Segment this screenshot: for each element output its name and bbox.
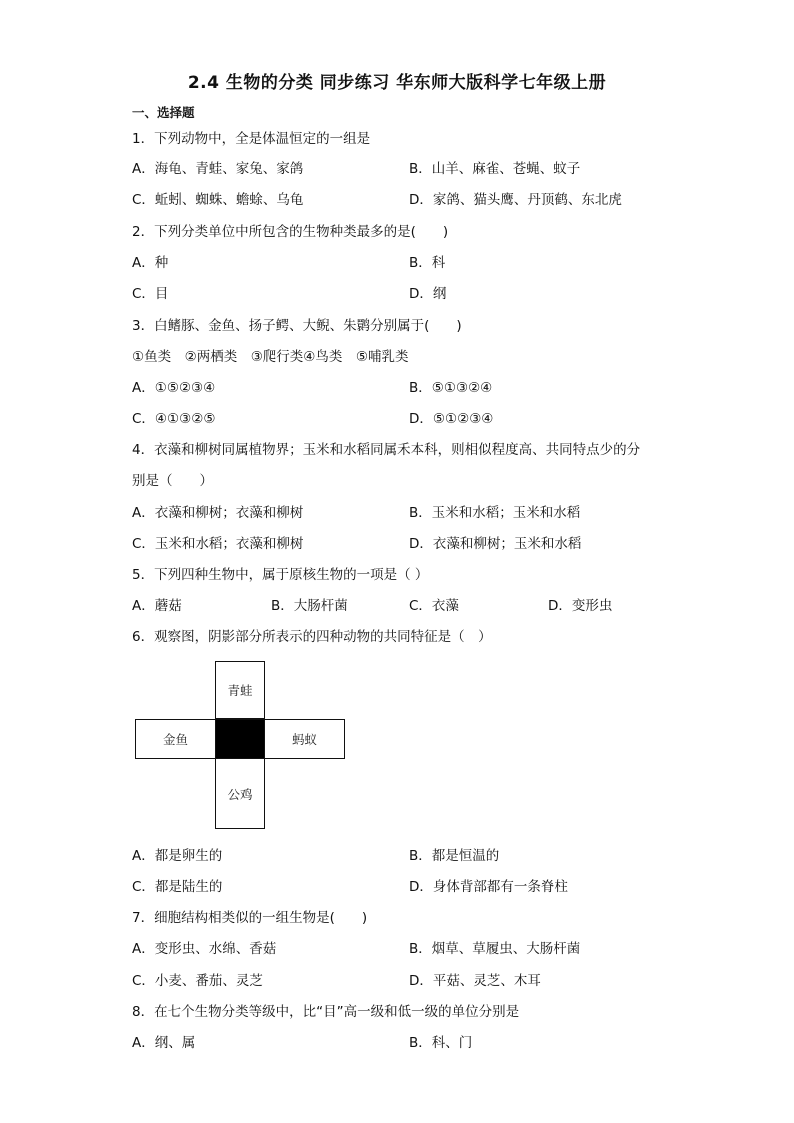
question-3-option-b: B．⑤①③②④ [409,380,493,396]
question-1-stem: 1．下列动物中，全是体温恒定的一组是 [132,131,371,147]
question-7-option-c: C．小麦、番茄、灵芝 [132,973,263,989]
question-3-option-a: A．①⑤②③④ [132,380,216,396]
question-3-category-list: ①鱼类 ②两栖类 ③爬行类④鸟类 ⑤哺乳类 [132,349,409,365]
diagram-cell-frog: 青蛙 [215,661,265,719]
question-5-stem: 5．下列四种生物中，属于原核生物的一项是（ ） [132,567,429,583]
question-7-option-d: D．平菇、灵芝、木耳 [409,973,541,989]
question-1-option-c: C．蚯蚓、蜘蛛、蟾蜍、乌龟 [132,192,304,208]
question-5-option-c: C．衣藻 [409,598,459,614]
question-8-stem: 8．在七个生物分类等级中，比“目”高一级和低一级的单位分别是 [132,1004,520,1020]
question-7-option-a: A．变形虫、水绵、香菇 [132,941,277,957]
question-4-option-d: D．衣藻和柳树；玉米和水稻 [409,536,582,552]
question-1-option-b: B．山羊、麻雀、苍蝇、蚊子 [409,161,581,177]
question-3-option-c: C．④①③②⑤ [132,411,216,427]
question-6-option-d: D．身体背部都有一条脊柱 [409,879,568,895]
question-6-stem: 6．观察图，阴影部分所表示的四种动物的共同特征是（ ） [132,629,492,645]
question-1-option-a: A．海龟、青蛙、家兔、家鸽 [132,161,304,177]
question-5-option-d: D．变形虫 [548,598,613,614]
diagram-cell-ant: 蚂蚁 [264,719,345,759]
page-title: 2.4 生物的分类 同步练习 华东师大版科学七年级上册 [187,73,607,93]
animal-cross-diagram [135,661,345,829]
question-8-option-b: B．科、门 [409,1035,473,1051]
question-5-option-b: B．大肠杆菌 [271,598,348,614]
question-4-stem-line-2: 别是（ ） [132,473,213,489]
question-5-option-a: A．蘑菇 [132,598,182,614]
question-2-option-b: B．科 [409,255,446,271]
question-2-option-c: C．目 [132,286,169,302]
question-4-option-a: A．衣藻和柳树；衣藻和柳树 [132,505,304,521]
diagram-cell-goldfish: 金鱼 [135,719,216,759]
question-2-option-a: A．种 [132,255,169,271]
section-heading: 一、选择题 [132,105,195,120]
question-1-option-d: D．家鸽、猫头鹰、丹顶鹤、东北虎 [409,192,622,208]
question-7-option-b: B．烟草、草履虫、大肠杆菌 [409,941,581,957]
question-4-option-b: B．玉米和水稻；玉米和水稻 [409,505,581,521]
question-4-option-c: C．玉米和水稻；衣藻和柳树 [132,536,304,552]
question-2-stem: 2．下列分类单位中所包含的生物种类最多的是( ) [132,224,449,240]
question-2-option-d: D．纲 [409,286,447,302]
question-4-stem-line-1: 4．衣藻和柳树同属植物界；玉米和水稻同属禾本科，则相似程度高、共同特点少的分 [132,442,641,458]
question-7-stem: 7．细胞结构相类似的一组生物是( ) [132,910,368,926]
question-8-option-a: A．纲、属 [132,1035,196,1051]
question-3-stem: 3．白鳍豚、金鱼、扬子鳄、大鲵、朱鹮分别属于( ) [132,318,462,334]
diagram-shaded-center [215,719,265,759]
question-6-option-b: B．都是恒温的 [409,848,500,864]
question-6-option-c: C．都是陆生的 [132,879,223,895]
diagram-cell-rooster: 公鸡 [215,758,265,829]
question-6-option-a: A．都是卵生的 [132,848,223,864]
question-3-option-d: D．⑤①②③④ [409,411,494,427]
